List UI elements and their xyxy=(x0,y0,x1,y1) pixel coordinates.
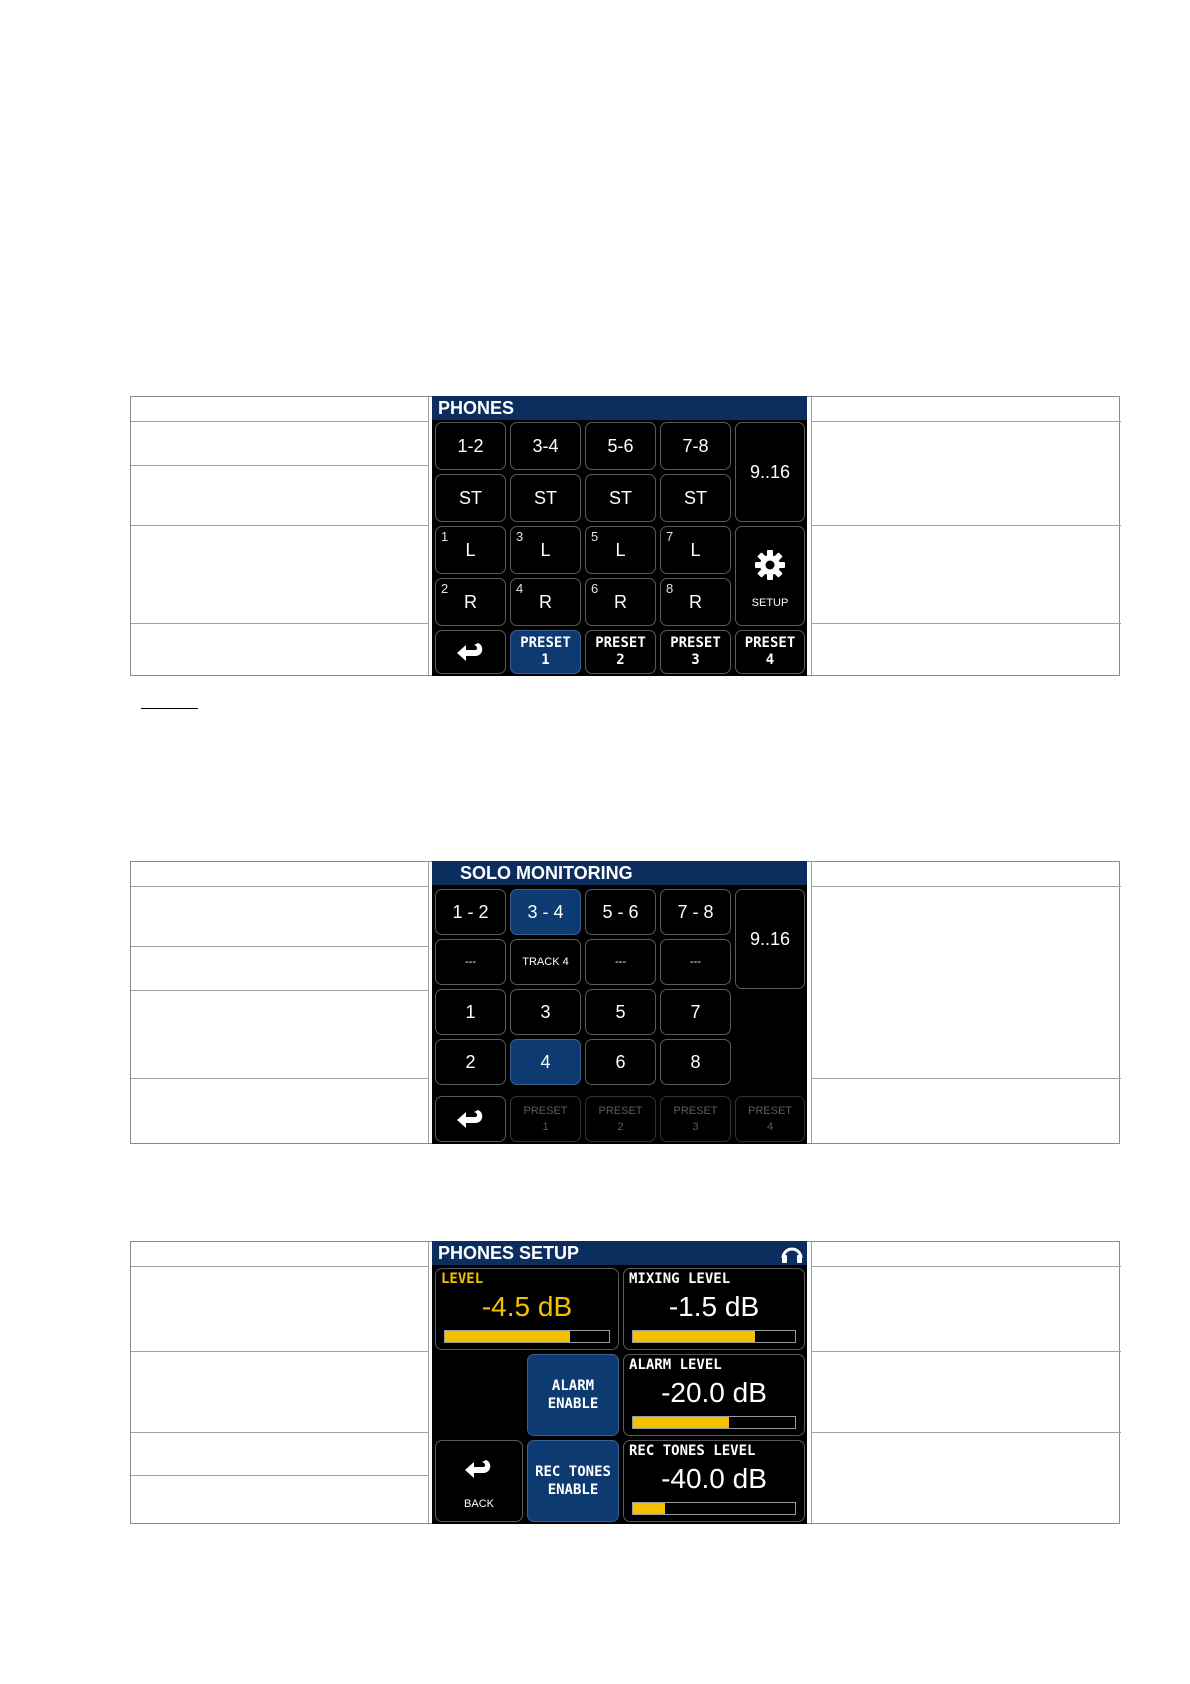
page-title xyxy=(432,1241,807,1265)
level-value: -4.5 dB xyxy=(481,1291,573,1322)
setup-screen xyxy=(432,1241,807,1524)
back-arrow-icon xyxy=(456,641,486,663)
channel-side-label: R xyxy=(539,591,552,612)
back-label: BACK xyxy=(464,1498,494,1510)
alarm-enable-line1: ALARM xyxy=(551,1378,595,1394)
channel-number: 7 xyxy=(666,529,674,544)
preset-number: 3 xyxy=(692,1121,699,1133)
right-channel-button-4[interactable] xyxy=(510,578,581,626)
rec-tones-enable-line2: ENABLE xyxy=(547,1482,599,1498)
mixing-level-bar xyxy=(632,1330,796,1343)
back-button[interactable] xyxy=(435,1440,523,1522)
solo-screen xyxy=(432,861,807,1144)
channel-side-label: L xyxy=(615,539,626,560)
preset-title: PRESET xyxy=(744,635,796,651)
page-title: SOLO MONITORING xyxy=(432,861,807,885)
rec-tones-level-bar xyxy=(632,1502,796,1515)
right-channel-button-2[interactable] xyxy=(435,578,506,626)
note-underline xyxy=(141,708,198,709)
preset-title: PRESET xyxy=(673,1105,718,1117)
setup-label: SETUP xyxy=(751,597,789,609)
preset-title: PRESET xyxy=(747,1105,792,1117)
level-bar xyxy=(444,1330,610,1343)
preset-number: 3 xyxy=(691,652,700,668)
left-channel-button-5[interactable] xyxy=(585,526,656,574)
track-number-button-5[interactable]: 5 xyxy=(585,989,656,1035)
track-button-2[interactable]: TRACK 4 xyxy=(510,939,581,985)
track-number-button-7[interactable]: 7 xyxy=(660,989,731,1035)
phones-screen xyxy=(432,396,807,676)
range-button-9-16[interactable]: 9..16 xyxy=(735,889,805,989)
preset-button-4[interactable] xyxy=(735,1096,805,1142)
st-button-4[interactable]: ST xyxy=(660,474,731,522)
channel-side-label: L xyxy=(690,539,701,560)
preset-number: 2 xyxy=(617,1121,624,1133)
pair-button-5-6[interactable]: 5 - 6 xyxy=(585,889,656,935)
pair-button-3-4[interactable]: 3-4 xyxy=(510,422,581,470)
track-number-button-3[interactable]: 3 xyxy=(510,989,581,1035)
channel-side-label: L xyxy=(465,539,476,560)
pair-button-5-6[interactable]: 5-6 xyxy=(585,422,656,470)
right-channel-button-8[interactable] xyxy=(660,578,731,626)
level-label: LEVEL xyxy=(441,1271,484,1287)
headphones-icon xyxy=(780,1242,804,1264)
track-number-button-6[interactable]: 6 xyxy=(585,1039,656,1085)
alarm-enable-button[interactable] xyxy=(527,1354,619,1436)
mixing-level-label: MIXING LEVEL xyxy=(629,1271,731,1287)
channel-side-label: R xyxy=(614,591,627,612)
alarm-level-panel[interactable] xyxy=(623,1354,805,1436)
preset-button-1[interactable] xyxy=(510,1096,581,1142)
pair-button-1-2[interactable]: 1 - 2 xyxy=(435,889,506,935)
track-button-3[interactable]: --- xyxy=(585,939,656,985)
channel-number: 5 xyxy=(591,529,599,544)
pair-button-3-4[interactable]: 3 - 4 xyxy=(510,889,581,935)
preset-button-1[interactable] xyxy=(510,630,581,674)
st-button-3[interactable]: ST xyxy=(585,474,656,522)
channel-number: 4 xyxy=(516,581,524,596)
channel-side-label: R xyxy=(464,591,477,612)
pair-button-7-8[interactable]: 7-8 xyxy=(660,422,731,470)
track-number-button-2[interactable]: 2 xyxy=(435,1039,506,1085)
pair-button-7-8[interactable]: 7 - 8 xyxy=(660,889,731,935)
preset-title: PRESET xyxy=(523,1105,568,1117)
track-number-button-1[interactable]: 1 xyxy=(435,989,506,1035)
preset-number: 2 xyxy=(616,652,625,668)
level-panel[interactable] xyxy=(435,1268,619,1350)
alarm-level-value: -20.0 dB xyxy=(661,1377,767,1408)
preset-button-2[interactable] xyxy=(585,630,656,674)
rec-tones-level-label: REC TONES LEVEL xyxy=(629,1443,756,1459)
pair-button-1-2[interactable]: 1-2 xyxy=(435,422,506,470)
channel-number: 2 xyxy=(441,581,449,596)
preset-number: 4 xyxy=(765,652,775,668)
alarm-level-bar xyxy=(632,1416,796,1429)
channel-side-label: R xyxy=(689,591,702,612)
st-button-2[interactable]: ST xyxy=(510,474,581,522)
preset-title: PRESET xyxy=(670,635,721,651)
channel-number: 8 xyxy=(666,581,674,596)
track-button-1[interactable]: --- xyxy=(435,939,506,985)
preset-number: 4 xyxy=(766,1121,774,1133)
back-button[interactable] xyxy=(435,630,506,674)
preset-number: 1 xyxy=(541,652,550,668)
page-title-text: PHONES SETUP xyxy=(438,1243,580,1263)
gear-icon xyxy=(752,547,788,583)
preset-number: 1 xyxy=(542,1121,549,1133)
back-arrow-icon xyxy=(464,1458,494,1480)
rec-tones-level-panel[interactable] xyxy=(623,1440,805,1522)
back-button[interactable] xyxy=(435,1096,506,1142)
range-button-9-16[interactable]: 9..16 xyxy=(735,422,805,522)
rec-tones-level-value: -40.0 dB xyxy=(661,1463,767,1494)
left-channel-button-3[interactable] xyxy=(510,526,581,574)
mixing-level-value: -1.5 dB xyxy=(668,1291,760,1322)
channel-side-label: L xyxy=(540,539,551,560)
alarm-enable-line2: ENABLE xyxy=(547,1396,599,1412)
setup-button[interactable] xyxy=(735,526,805,626)
mixing-level-panel[interactable] xyxy=(623,1268,805,1350)
channel-number: 6 xyxy=(591,581,599,596)
left-channel-button-1[interactable] xyxy=(435,526,506,574)
rec-tones-enable-button[interactable] xyxy=(527,1440,619,1522)
page-title: PHONES xyxy=(432,396,807,420)
preset-button-3[interactable] xyxy=(660,1096,731,1142)
alarm-level-label: ALARM LEVEL xyxy=(629,1357,722,1373)
right-channel-button-6[interactable] xyxy=(585,578,656,626)
track-number-button-8[interactable]: 8 xyxy=(660,1039,731,1085)
rec-tones-enable-line1: REC TONES xyxy=(535,1464,611,1480)
preset-title: PRESET xyxy=(595,635,646,651)
track-number-button-4[interactable]: 4 xyxy=(510,1039,581,1085)
st-button-1[interactable]: ST xyxy=(435,474,506,522)
channel-number: 3 xyxy=(516,529,524,544)
back-arrow-icon xyxy=(456,1108,486,1130)
preset-title: PRESET xyxy=(598,1105,643,1117)
left-channel-button-7[interactable] xyxy=(660,526,731,574)
preset-button-3[interactable] xyxy=(660,630,731,674)
preset-button-4[interactable] xyxy=(735,630,805,674)
channel-number: 1 xyxy=(441,529,449,544)
preset-title: PRESET xyxy=(520,635,571,651)
track-button-4[interactable]: --- xyxy=(660,939,731,985)
preset-button-2[interactable] xyxy=(585,1096,656,1142)
